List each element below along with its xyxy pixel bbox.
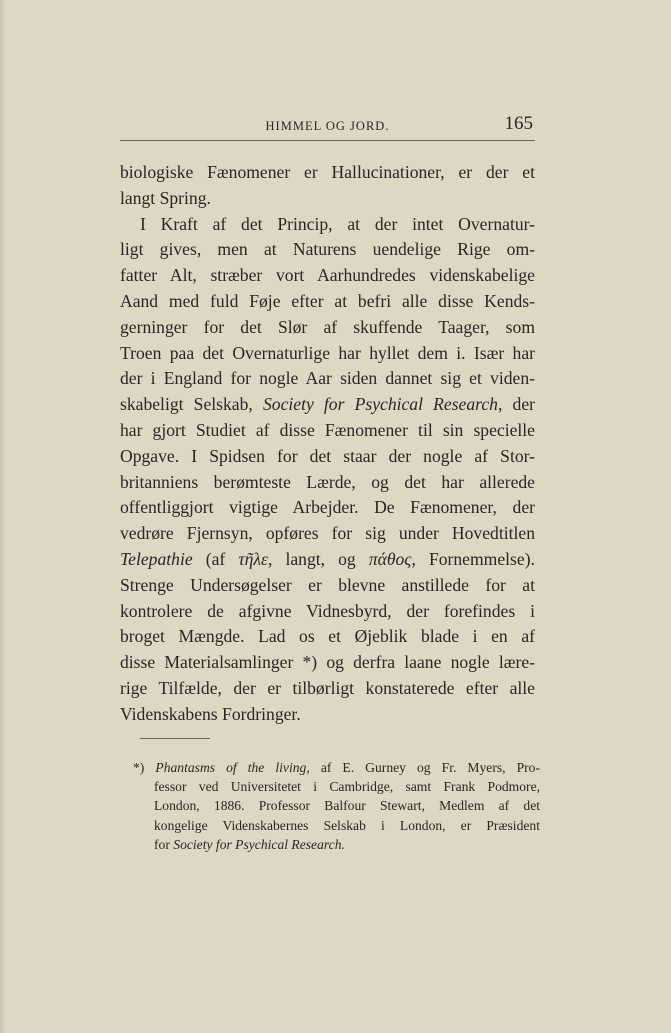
text-line bbox=[120, 547, 535, 573]
text-line: kontrolere de afgivne Vidnesbyrd, der forefindes i bbox=[120, 600, 535, 621]
text-line: Strenge Undersøgelser er blevne anstillede for at bbox=[120, 574, 535, 595]
footnote-line: London, 1886. Professor Balfour Stewart, Medlem af det bbox=[154, 798, 540, 814]
text-line: langt Spring. bbox=[120, 187, 211, 208]
footnote-marker: *) bbox=[133, 760, 145, 775]
text-line: Troen paa det Overnaturlige har hyllet dem i. Især har bbox=[120, 342, 535, 363]
page-number: 165 bbox=[504, 113, 533, 134]
text-line: biologiske Fænomener er Hallucinationer, er der et bbox=[120, 162, 535, 182]
page-edge bbox=[0, 0, 6, 1033]
text-segment: der bbox=[512, 394, 535, 415]
text-line: Videnskabens Fordringer. bbox=[120, 703, 301, 724]
text-line: ligt gives, men at Naturens uendelige Rige om- bbox=[120, 239, 535, 260]
body-text bbox=[120, 160, 535, 728]
text-line: Opgave. I Spidsen for det staar der nogle af Stor- bbox=[120, 445, 535, 466]
running-head-title: HIMMEL OG JORD. bbox=[265, 119, 390, 133]
text-line bbox=[120, 392, 535, 418]
running-head bbox=[120, 113, 535, 139]
text-line: broget Mængde. Lad os et Øjeblik blade i en af bbox=[120, 626, 535, 647]
greek-word: πάθος, bbox=[368, 548, 416, 569]
text-line: Aand med fuld Føje efter at befri alle disse Kends- bbox=[120, 290, 535, 311]
footnote-text: af E. Gurney og Fr. Myers, Pro- bbox=[320, 760, 541, 775]
text-line: fatter Alt, stræber vort Aarhundredes videnskabelige bbox=[120, 265, 535, 286]
footnote-society-name: Society for Psychical Research. bbox=[173, 836, 345, 852]
footnote-line bbox=[133, 835, 540, 854]
text-line: offentliggjort vigtige Arbejder. De Fænomener, der bbox=[120, 497, 535, 518]
society-name: Society for Psychical Research, bbox=[262, 394, 503, 415]
footnote-book-title: Phantasms of the living, bbox=[155, 760, 310, 775]
telepathie-term: Telepathie bbox=[120, 548, 193, 569]
footnote bbox=[133, 758, 540, 854]
text-line: britanniens berømteste Lærde, og det har allerede bbox=[120, 471, 535, 492]
text-line: rige Tilfælde, der er tilbørligt konstaterede efter alle bbox=[120, 677, 535, 698]
text-segment: skabeligt Selskab, bbox=[120, 394, 253, 415]
header-rule bbox=[120, 140, 535, 141]
text-line: disse Materialsamlinger *) og derfra laane nogle lære- bbox=[120, 652, 535, 673]
footnote-line: kongelige Videnskabernes Selskab i London, er Præsident bbox=[154, 817, 540, 833]
text-line: har gjort Studiet af disse Fænomener til sin specielle bbox=[120, 419, 535, 440]
footnote-rule bbox=[140, 738, 210, 739]
footnote-line bbox=[133, 758, 540, 777]
text-segment: (af bbox=[205, 548, 226, 569]
footnote-text: for bbox=[154, 836, 170, 852]
text-line: vedrøre Fjernsyn, opføres for sig under Hovedtitlen bbox=[120, 523, 535, 544]
text-line: gerninger for det Slør af skuffende Taager, som bbox=[120, 316, 535, 337]
greek-word: τῆλε, bbox=[238, 548, 273, 569]
text-line: I Kraft af det Princip, at der intet Overnatur- bbox=[140, 213, 535, 234]
text-segment: langt, og bbox=[285, 548, 356, 569]
text-line: der i England for nogle Aar siden dannet sig et viden- bbox=[120, 368, 535, 389]
footnote-line: fessor ved Universitetet i Cambridge, samt Frank Podmore, bbox=[154, 779, 540, 795]
text-segment: Fornemmelse). bbox=[428, 548, 535, 569]
